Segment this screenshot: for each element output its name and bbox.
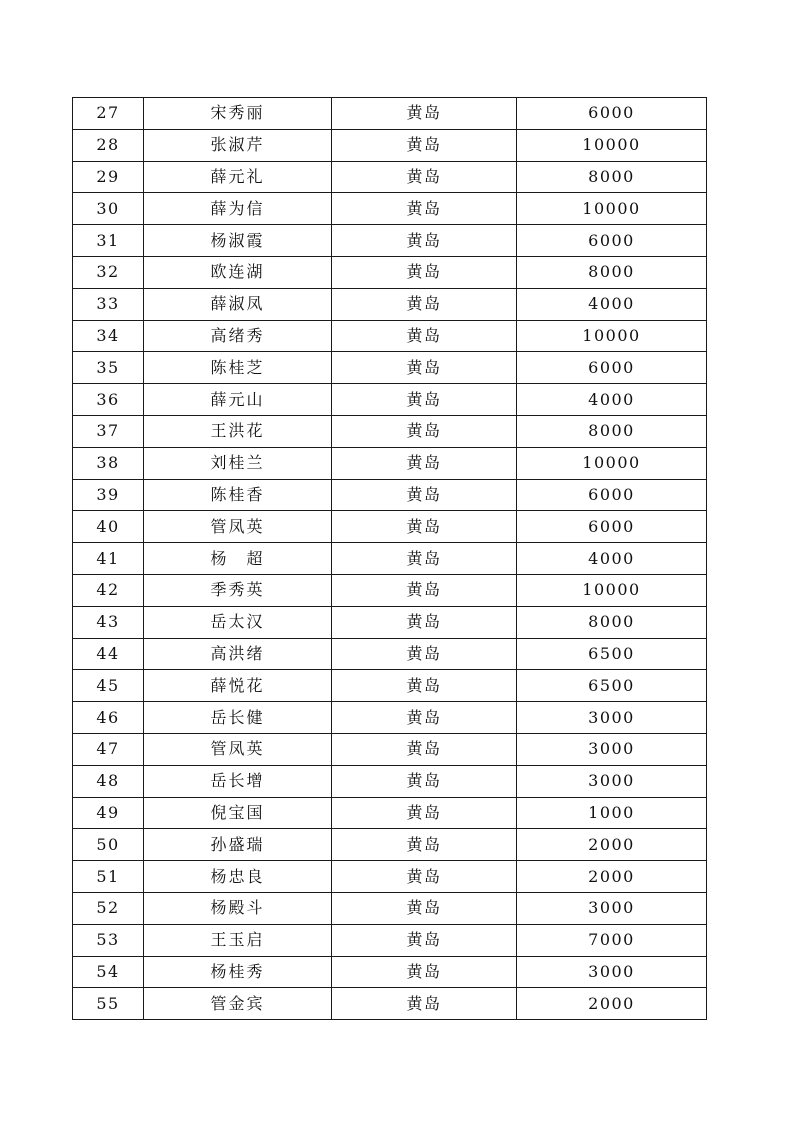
- row-number-cell: 53: [73, 924, 144, 956]
- location-cell: 黄岛: [332, 288, 517, 320]
- table-row: [73, 988, 707, 1020]
- amount-cell: 3000: [517, 702, 707, 734]
- amount-cell: 10000: [517, 193, 707, 225]
- location-cell: 黄岛: [332, 447, 517, 479]
- table-row: [73, 670, 707, 702]
- amount-cell: 8000: [517, 415, 707, 447]
- location-cell: 黄岛: [332, 352, 517, 384]
- table-row: [73, 829, 707, 861]
- row-number-cell: 37: [73, 415, 144, 447]
- row-number-cell: 51: [73, 861, 144, 893]
- amount-cell: 6000: [517, 479, 707, 511]
- table-row: [73, 956, 707, 988]
- amount-cell: 2000: [517, 829, 707, 861]
- person-name-cell: 薛为信: [144, 193, 332, 225]
- row-number-cell: 45: [73, 670, 144, 702]
- amount-cell: 2000: [517, 861, 707, 893]
- person-name-cell: 陈桂芝: [144, 352, 332, 384]
- person-name-cell: 杨 超: [144, 543, 332, 575]
- row-number-cell: 47: [73, 733, 144, 765]
- row-number-cell: 55: [73, 988, 144, 1020]
- row-number-cell: 30: [73, 193, 144, 225]
- table-row: [73, 288, 707, 320]
- table-row: [73, 479, 707, 511]
- amount-cell: 4000: [517, 543, 707, 575]
- location-cell: 黄岛: [332, 256, 517, 288]
- person-name-cell: 管金宾: [144, 988, 332, 1020]
- person-name-cell: 薛元山: [144, 384, 332, 416]
- person-name-cell: 杨殿斗: [144, 892, 332, 924]
- amount-cell: 8000: [517, 606, 707, 638]
- person-name-cell: 杨桂秀: [144, 956, 332, 988]
- row-number-cell: 32: [73, 256, 144, 288]
- person-name-cell: 倪宝国: [144, 797, 332, 829]
- person-name-cell: 欧连湖: [144, 256, 332, 288]
- location-cell: 黄岛: [332, 829, 517, 861]
- location-cell: 黄岛: [332, 892, 517, 924]
- amount-cell: 3000: [517, 956, 707, 988]
- location-cell: 黄岛: [332, 384, 517, 416]
- amount-cell: 10000: [517, 129, 707, 161]
- location-cell: 黄岛: [332, 129, 517, 161]
- table-row: [73, 98, 707, 130]
- row-number-cell: 35: [73, 352, 144, 384]
- person-name-cell: 刘桂兰: [144, 447, 332, 479]
- amount-cell: 10000: [517, 447, 707, 479]
- person-name-cell: 管凤英: [144, 511, 332, 543]
- row-number-cell: 52: [73, 892, 144, 924]
- roster-table: [72, 97, 707, 1020]
- row-number-cell: 49: [73, 797, 144, 829]
- row-number-cell: 40: [73, 511, 144, 543]
- amount-cell: 10000: [517, 320, 707, 352]
- table-row: [73, 765, 707, 797]
- table-row: [73, 129, 707, 161]
- row-number-cell: 43: [73, 606, 144, 638]
- amount-cell: 6000: [517, 352, 707, 384]
- location-cell: 黄岛: [332, 670, 517, 702]
- row-number-cell: 31: [73, 225, 144, 257]
- location-cell: 黄岛: [332, 320, 517, 352]
- row-number-cell: 28: [73, 129, 144, 161]
- table-row: [73, 193, 707, 225]
- table-row: [73, 511, 707, 543]
- row-number-cell: 48: [73, 765, 144, 797]
- location-cell: 黄岛: [332, 733, 517, 765]
- table-row: [73, 861, 707, 893]
- person-name-cell: 岳长增: [144, 765, 332, 797]
- person-name-cell: 王玉启: [144, 924, 332, 956]
- table-row: [73, 161, 707, 193]
- location-cell: 黄岛: [332, 415, 517, 447]
- table-row: [73, 797, 707, 829]
- table-row: [73, 924, 707, 956]
- location-cell: 黄岛: [332, 797, 517, 829]
- amount-cell: 3000: [517, 892, 707, 924]
- amount-cell: 6000: [517, 511, 707, 543]
- person-name-cell: 张淑芹: [144, 129, 332, 161]
- table-row: [73, 352, 707, 384]
- table-row: [73, 225, 707, 257]
- location-cell: 黄岛: [332, 511, 517, 543]
- row-number-cell: 33: [73, 288, 144, 320]
- person-name-cell: 宋秀丽: [144, 98, 332, 130]
- amount-cell: 6500: [517, 638, 707, 670]
- person-name-cell: 管凤英: [144, 733, 332, 765]
- location-cell: 黄岛: [332, 924, 517, 956]
- amount-cell: 7000: [517, 924, 707, 956]
- person-name-cell: 高洪绪: [144, 638, 332, 670]
- person-name-cell: 王洪花: [144, 415, 332, 447]
- row-number-cell: 34: [73, 320, 144, 352]
- location-cell: 黄岛: [332, 161, 517, 193]
- table-row: [73, 256, 707, 288]
- table-row: [73, 574, 707, 606]
- amount-cell: 10000: [517, 574, 707, 606]
- table-row: [73, 415, 707, 447]
- row-number-cell: 36: [73, 384, 144, 416]
- location-cell: 黄岛: [332, 638, 517, 670]
- row-number-cell: 38: [73, 447, 144, 479]
- table-row: [73, 320, 707, 352]
- table-row: [73, 733, 707, 765]
- location-cell: 黄岛: [332, 861, 517, 893]
- location-cell: 黄岛: [332, 956, 517, 988]
- row-number-cell: 44: [73, 638, 144, 670]
- amount-cell: 6000: [517, 225, 707, 257]
- location-cell: 黄岛: [332, 606, 517, 638]
- table-row: [73, 447, 707, 479]
- location-cell: 黄岛: [332, 193, 517, 225]
- person-name-cell: 岳长健: [144, 702, 332, 734]
- person-name-cell: 杨淑霞: [144, 225, 332, 257]
- amount-cell: 8000: [517, 161, 707, 193]
- row-number-cell: 42: [73, 574, 144, 606]
- roster-table-body: [73, 98, 707, 1020]
- table-row: [73, 384, 707, 416]
- table-row: [73, 702, 707, 734]
- amount-cell: 8000: [517, 256, 707, 288]
- amount-cell: 3000: [517, 765, 707, 797]
- amount-cell: 1000: [517, 797, 707, 829]
- amount-cell: 6000: [517, 98, 707, 130]
- location-cell: 黄岛: [332, 98, 517, 130]
- person-name-cell: 陈桂香: [144, 479, 332, 511]
- person-name-cell: 杨忠良: [144, 861, 332, 893]
- row-number-cell: 46: [73, 702, 144, 734]
- row-number-cell: 54: [73, 956, 144, 988]
- amount-cell: 3000: [517, 733, 707, 765]
- amount-cell: 4000: [517, 288, 707, 320]
- location-cell: 黄岛: [332, 765, 517, 797]
- person-name-cell: 季秀英: [144, 574, 332, 606]
- person-name-cell: 薛悦花: [144, 670, 332, 702]
- table-row: [73, 606, 707, 638]
- person-name-cell: 薛元礼: [144, 161, 332, 193]
- location-cell: 黄岛: [332, 702, 517, 734]
- person-name-cell: 孙盛瑞: [144, 829, 332, 861]
- row-number-cell: 41: [73, 543, 144, 575]
- person-name-cell: 岳太汉: [144, 606, 332, 638]
- location-cell: 黄岛: [332, 543, 517, 575]
- row-number-cell: 29: [73, 161, 144, 193]
- location-cell: 黄岛: [332, 988, 517, 1020]
- person-name-cell: 薛淑凤: [144, 288, 332, 320]
- amount-cell: 6500: [517, 670, 707, 702]
- table-row: [73, 892, 707, 924]
- table-row: [73, 638, 707, 670]
- location-cell: 黄岛: [332, 574, 517, 606]
- row-number-cell: 50: [73, 829, 144, 861]
- amount-cell: 4000: [517, 384, 707, 416]
- location-cell: 黄岛: [332, 225, 517, 257]
- person-name-cell: 高绪秀: [144, 320, 332, 352]
- location-cell: 黄岛: [332, 479, 517, 511]
- table-row: [73, 543, 707, 575]
- row-number-cell: 27: [73, 98, 144, 130]
- amount-cell: 2000: [517, 988, 707, 1020]
- row-number-cell: 39: [73, 479, 144, 511]
